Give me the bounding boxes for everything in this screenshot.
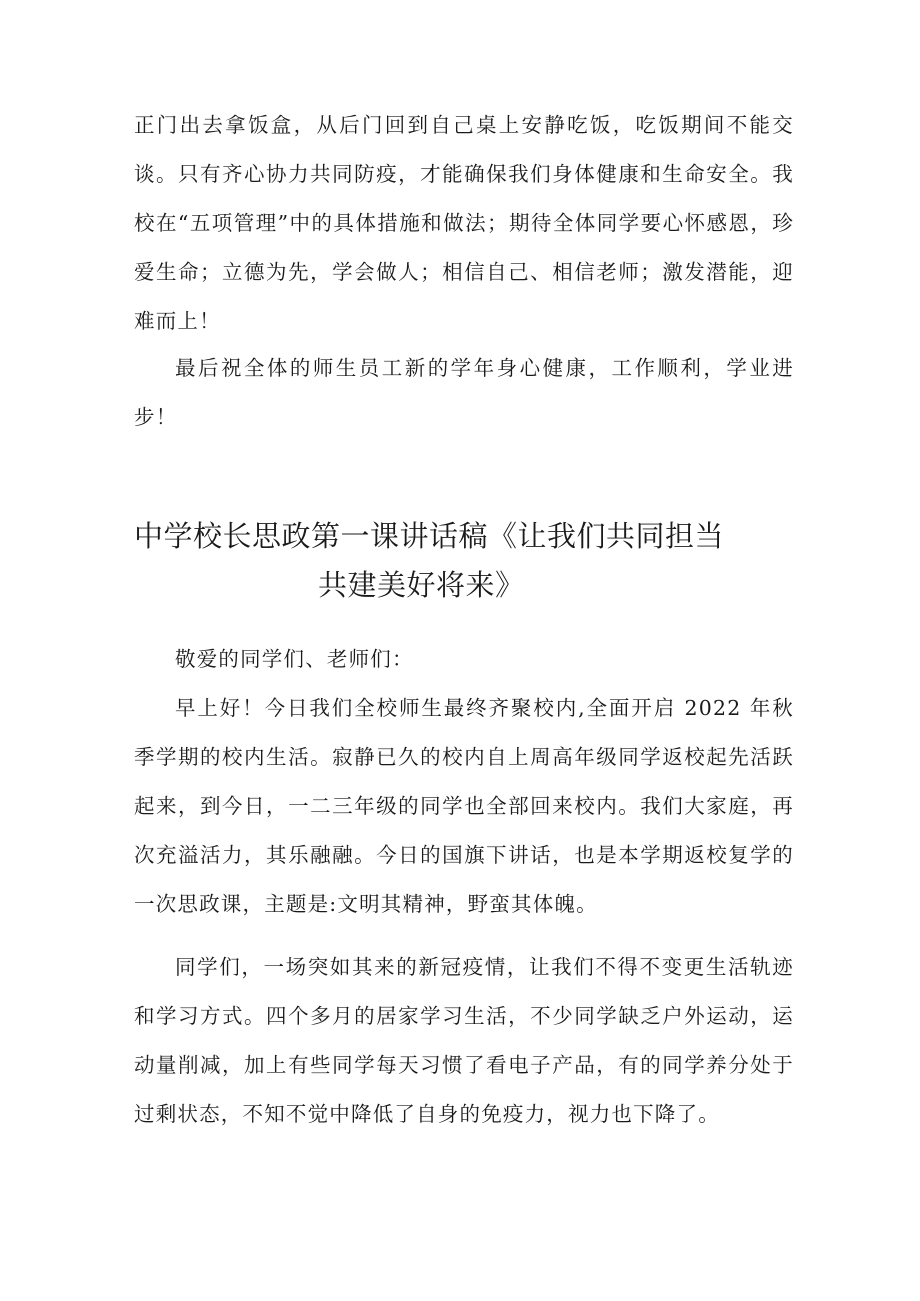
speech-title — [134, 512, 834, 610]
continued-paragraph-block — [134, 101, 794, 346]
salutation: 敬爱的同学们、老师们： — [175, 647, 414, 671]
closing-paragraph-block — [134, 344, 794, 442]
epidemic-paragraph-block — [134, 943, 794, 1139]
speech-title-line2: 共建美好将来》 — [318, 568, 525, 603]
speech-title-line1: 中学校长思政第一课讲话稿《让我们共同担当 — [134, 519, 725, 554]
greeting-paragraph: 早上好！今日我们全校师生最终齐聚校内,全面开启 2022 年秋季学期的校内生活。寂静已久的校内自上周高年级同学返校起先活跃起来，到今日，一二三年级的同学也全部回来校内。我们大家庭，再次充溢活力，其乐融融。今日的国旗下讲话，也是本学期返校复学的一次思政课，主题是:文明其精神，野蛮其体魄。 — [134, 696, 794, 916]
speech-opening-block — [134, 635, 794, 929]
continued-paragraph: 正门出去拿饭盒，从后门回到自己桌上安静吃饭，吃饭期间不能交谈。只有齐心协力共同防疫，才能确保我们身体健康和生命安全。我校在“五项管理”中的具体措施和做法；期待全体同学要心怀感恩，珍爱生命；立德为先，学会做人；相信自己、相信老师；激发潜能，迎难而上！ — [134, 113, 794, 333]
epidemic-paragraph: 同学们，一场突如其来的新冠疫情，让我们不得不变更生活轨迹和学习方式。四个多月的居家学习生活，不少同学缺乏户外运动，运动量削减，加上有些同学每天习惯了看电子产品，有的同学养分处于过剩状态，不知不觉中降低了自身的免疫力，视力也下降了。 — [134, 955, 794, 1126]
closing-paragraph: 最后祝全体的师生员工新的学年身心健康，工作顺利，学业进步！ — [134, 356, 794, 429]
